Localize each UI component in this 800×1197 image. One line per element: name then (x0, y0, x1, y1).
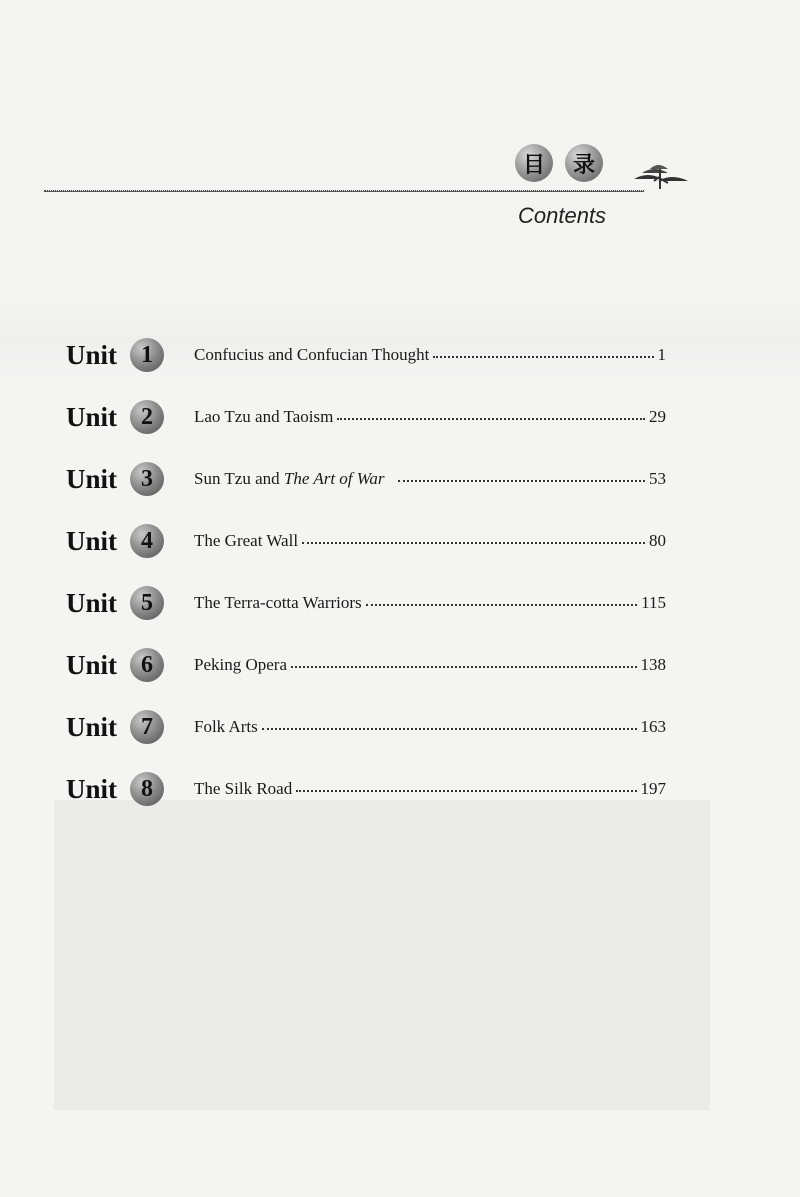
page-number: 115 (641, 593, 666, 612)
page-number: 29 (649, 407, 666, 426)
title-char-lu: 录 (565, 144, 603, 182)
toc-entry-2[interactable] (66, 392, 666, 442)
header-rule (44, 191, 644, 192)
page-title (515, 144, 603, 182)
page-subtitle: Contents (518, 203, 607, 228)
page-number: 1 (657, 345, 666, 364)
entry-title: Folk Arts (194, 717, 258, 736)
unit-number-badge: 4 (130, 524, 164, 558)
page-number: 197 (640, 779, 666, 798)
entry-title: Peking Opera (194, 655, 288, 674)
entry-title: Lao Tzu and Taoism (194, 407, 334, 426)
entry-title: The Silk Road (194, 779, 293, 798)
title-char-mu: 目 (515, 144, 553, 182)
page-number: 138 (640, 655, 666, 674)
toc-entry-6[interactable] (66, 640, 666, 690)
dot-leader (433, 356, 653, 358)
entry-title (194, 469, 384, 489)
unit-number-badge: 5 (130, 586, 164, 620)
dot-leader (366, 604, 637, 606)
unit-label: Unit (66, 773, 118, 804)
dot-leader (262, 728, 637, 730)
unit-label: Unit (66, 587, 118, 618)
toc-entry-3[interactable] (66, 454, 666, 504)
dot-leader (296, 790, 636, 792)
unit-label: Unit (66, 401, 118, 432)
page-number: 163 (640, 717, 666, 736)
unit-number-badge: 2 (130, 400, 164, 434)
unit-label: Unit (66, 463, 118, 494)
entry-title: The Great Wall (194, 531, 299, 550)
entry-title: The Terra-cotta Warriors (194, 593, 362, 612)
dot-leader (398, 480, 645, 482)
unit-number-badge: 6 (130, 648, 164, 682)
dot-leader (302, 542, 645, 544)
unit-number-badge: 1 (130, 338, 164, 372)
toc-entry-5[interactable] (66, 578, 666, 628)
toc-entry-1[interactable] (66, 330, 666, 380)
unit-label: Unit (66, 339, 118, 370)
entry-title-prefix: Sun Tzu and (194, 469, 284, 488)
pine-tree-icon (628, 157, 692, 191)
dot-leader (291, 666, 636, 668)
entry-title-italic: The Art of War (283, 469, 385, 488)
dot-leader (337, 418, 645, 420)
unit-number-badge: 3 (130, 462, 164, 496)
unit-number-badge: 8 (130, 772, 164, 806)
unit-label: Unit (66, 525, 118, 556)
toc-entry-8[interactable] (66, 764, 666, 814)
unit-label: Unit (66, 711, 118, 742)
page-number: 53 (649, 469, 666, 488)
background-bleed-image (54, 800, 710, 1110)
entry-title: Confucius and Confucian Thought (194, 345, 430, 364)
unit-number-badge: 7 (130, 710, 164, 744)
toc-entry-7[interactable] (66, 702, 666, 752)
unit-label: Unit (66, 649, 118, 680)
page-number: 80 (649, 531, 666, 550)
toc-entry-4[interactable] (66, 516, 666, 566)
